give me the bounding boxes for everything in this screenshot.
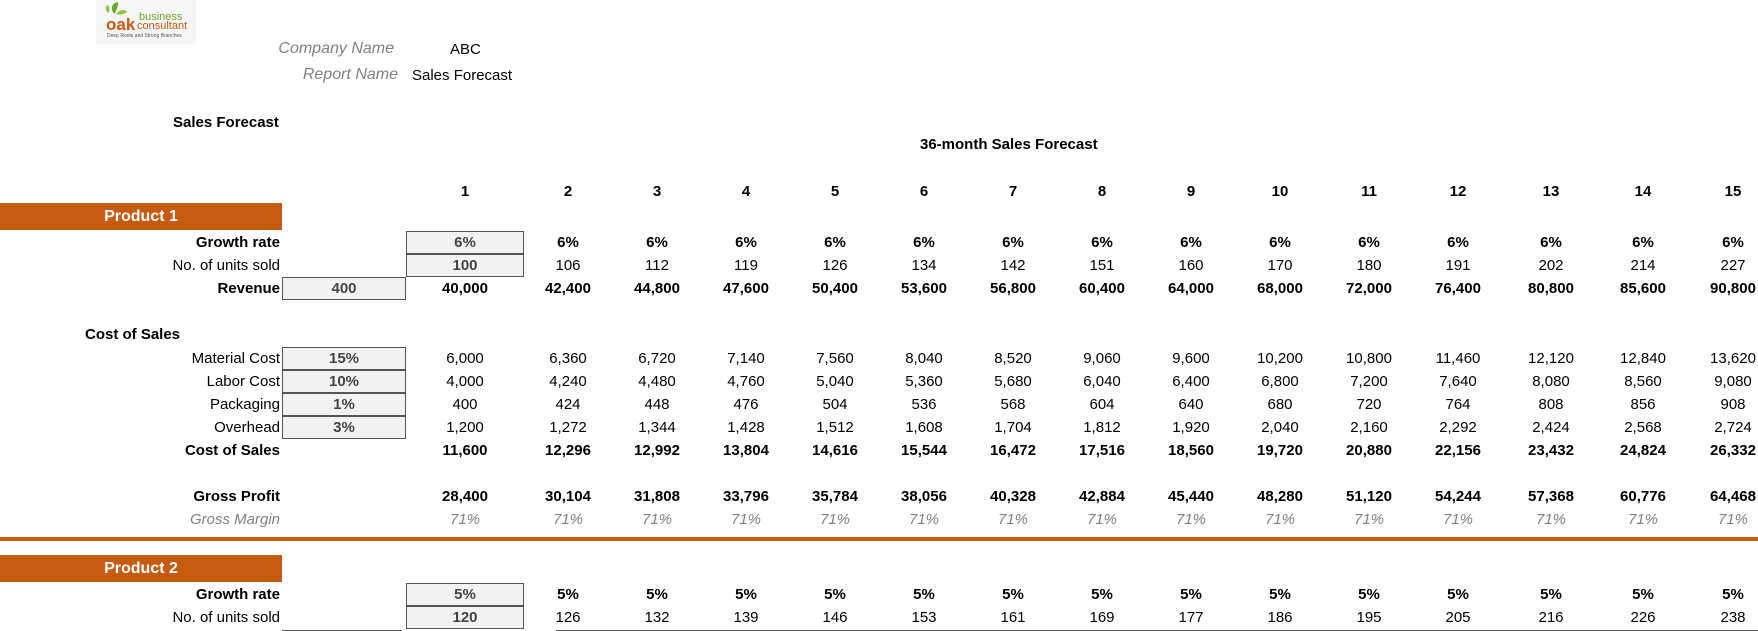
product1-material-values-m9: 9,600 xyxy=(1172,350,1210,367)
product1-gross_profit-values-m2: 30,104 xyxy=(545,488,591,505)
p1-cos-total-label: Cost of Sales xyxy=(184,442,280,459)
product1-gross_margin-values-m4: 71% xyxy=(730,511,762,528)
product2-growth-values-m14: 5% xyxy=(1632,586,1654,603)
product1-overhead-values-m5: 1,512 xyxy=(816,419,854,436)
product1-gross_profit-values-m12: 54,244 xyxy=(1435,488,1481,505)
p1-cos-header: Cost of Sales xyxy=(85,326,181,343)
product1-material-values-m7: 8,520 xyxy=(994,350,1032,367)
product1-growth-values-m7: 6% xyxy=(1002,234,1024,251)
product1-gross_margin-values-m13: 71% xyxy=(1535,511,1567,528)
product1-growth-values-m5: 6% xyxy=(824,234,846,251)
logo-word-consultant: consultant xyxy=(137,20,188,32)
p1-revenue-label: Revenue xyxy=(217,280,280,297)
product1-growth-values-m8: 6% xyxy=(1091,234,1113,251)
p1-gross-profit-row xyxy=(0,485,1758,508)
product1-growth-values-m3: 6% xyxy=(646,234,668,251)
p1-packaging-pct[interactable]: 1% xyxy=(282,393,406,416)
p2-growth-row xyxy=(0,583,1758,606)
product2-growth-values-m7: 5% xyxy=(1002,586,1024,603)
product1-packaging-values-m15: 908 xyxy=(1720,396,1746,413)
product1-labor-values-m2: 4,240 xyxy=(549,373,587,390)
p1-growth-row xyxy=(0,231,1758,254)
month-header-15: 15 xyxy=(1724,183,1742,200)
product1-material-values-m10: 10,200 xyxy=(1257,350,1303,367)
month-header-12: 12 xyxy=(1449,183,1467,200)
product1-cos_total-values-m15: 26,332 xyxy=(1710,442,1756,459)
product1-packaging-values-m6: 536 xyxy=(911,396,937,413)
product1-material-values-m14: 12,840 xyxy=(1620,350,1666,367)
p2-units-input[interactable]: 120 xyxy=(406,606,524,629)
product1-units-values-m5: 126 xyxy=(822,257,848,274)
product2-units-values-m10: 186 xyxy=(1267,609,1293,626)
product1-labor-values-m7: 5,680 xyxy=(994,373,1032,390)
product1-gross_margin-values-m8: 71% xyxy=(1086,511,1118,528)
product1-gross_margin-values-m2: 71% xyxy=(552,511,584,528)
product1-cos_total-values-m5: 14,616 xyxy=(812,442,858,459)
month-header-4: 4 xyxy=(741,183,751,200)
p1-labor-pct[interactable]: 10% xyxy=(282,370,406,393)
product2-units-values-m15: 238 xyxy=(1720,609,1746,626)
company-name-label: Company Name xyxy=(278,40,394,57)
product1-cos_total-values-m1: 11,600 xyxy=(442,442,488,459)
product1-revenue-values-m2: 42,400 xyxy=(545,280,591,297)
product1-gross_margin-values-m1: 71% xyxy=(449,511,481,528)
product2-units-values-m7: 161 xyxy=(1000,609,1026,626)
p2-growth-label: Growth rate xyxy=(195,586,280,603)
product2-units-values-m9: 177 xyxy=(1178,609,1204,626)
product1-gross_profit-values-m15: 64,468 xyxy=(1710,488,1756,505)
product1-growth-values-m2: 6% xyxy=(557,234,579,251)
month-header-8: 8 xyxy=(1097,183,1107,200)
product1-growth-values-m13: 6% xyxy=(1540,234,1562,251)
product1-packaging-values-m12: 764 xyxy=(1445,396,1471,413)
product1-revenue-values-m3: 44,800 xyxy=(634,280,680,297)
product1-revenue-values-m6: 53,600 xyxy=(901,280,947,297)
product1-gross_margin-values-m5: 71% xyxy=(819,511,851,528)
p1-packaging-row xyxy=(0,393,1758,416)
product1-labor-values-m9: 6,400 xyxy=(1172,373,1210,390)
product1-units-values-m8: 151 xyxy=(1089,257,1115,274)
product1-material-values-m4: 7,140 xyxy=(727,350,765,367)
p1-material-row xyxy=(0,347,1758,370)
product1-labor-values-m14: 8,560 xyxy=(1624,373,1662,390)
product1-packaging-values-m11: 720 xyxy=(1356,396,1382,413)
p2-growth-input[interactable]: 5% xyxy=(406,583,524,606)
product1-cos_total-values-m3: 12,992 xyxy=(634,442,680,459)
product1-growth-values-m4: 6% xyxy=(735,234,757,251)
product1-gross_profit-values-m5: 35,784 xyxy=(812,488,858,505)
product1-growth-values-m11: 6% xyxy=(1358,234,1380,251)
product1-units-values-m12: 191 xyxy=(1445,257,1471,274)
p1-revenue-row xyxy=(0,277,1758,300)
product1-gross_profit-values-m8: 42,884 xyxy=(1079,488,1125,505)
product1-growth-values-m6: 6% xyxy=(913,234,935,251)
month-header-6: 6 xyxy=(919,183,929,200)
p2-units-label: No. of units sold xyxy=(172,609,280,626)
product2-growth-values-m8: 5% xyxy=(1091,586,1113,603)
product1-overhead-values-m8: 1,812 xyxy=(1083,419,1121,436)
product2-units-values-m3: 132 xyxy=(644,609,670,626)
p2-units-row xyxy=(0,606,1758,629)
product1-cos_total-values-m2: 12,296 xyxy=(545,442,591,459)
product1-gross_profit-values-m1: 28,400 xyxy=(442,488,488,505)
logo-tagline: Deep Roots and Strong Branches xyxy=(107,33,182,39)
product2-band: Product 2 xyxy=(0,555,282,582)
product1-growth-values-m12: 6% xyxy=(1447,234,1469,251)
product1-material-values-m1: 6,000 xyxy=(446,350,484,367)
product1-overhead-values-m15: 2,724 xyxy=(1714,419,1752,436)
product1-gross_profit-values-m11: 51,120 xyxy=(1346,488,1392,505)
product2-units-values-m12: 205 xyxy=(1445,609,1471,626)
product1-growth-values-m10: 6% xyxy=(1269,234,1291,251)
month-header-row xyxy=(0,180,1758,203)
product1-gross_profit-values-m9: 45,440 xyxy=(1168,488,1214,505)
product1-revenue-values-m15: 90,800 xyxy=(1710,280,1756,297)
product1-material-values-m6: 8,040 xyxy=(905,350,943,367)
product1-overhead-values-m7: 1,704 xyxy=(994,419,1032,436)
p1-gross-margin-label: Gross Margin xyxy=(189,511,280,528)
product1-overhead-values-m2: 1,272 xyxy=(549,419,587,436)
product2-growth-values-m12: 5% xyxy=(1447,586,1469,603)
logo-word-business: business xyxy=(139,11,183,23)
product1-material-values-m3: 6,720 xyxy=(638,350,676,367)
product1-gross_margin-values-m9: 71% xyxy=(1175,511,1207,528)
month-header-2: 2 xyxy=(563,183,573,200)
product1-revenue-values-m13: 80,800 xyxy=(1528,280,1574,297)
product1-gross_profit-values-m7: 40,328 xyxy=(990,488,1036,505)
product1-cos_total-values-m11: 20,880 xyxy=(1346,442,1392,459)
product1-packaging-values-m4: 476 xyxy=(733,396,759,413)
product1-overhead-values-m3: 1,344 xyxy=(638,419,676,436)
product1-revenue-values-m4: 47,600 xyxy=(723,280,769,297)
section-divider xyxy=(0,537,1758,541)
product1-labor-values-m13: 8,080 xyxy=(1532,373,1570,390)
product1-gross_margin-values-m15: 71% xyxy=(1717,511,1749,528)
product1-gross_profit-values-m13: 57,368 xyxy=(1528,488,1574,505)
product1-material-values-m8: 9,060 xyxy=(1083,350,1121,367)
product1-units-values-m10: 170 xyxy=(1267,257,1293,274)
product2-growth-values-m6: 5% xyxy=(913,586,935,603)
product1-revenue-values-m12: 76,400 xyxy=(1435,280,1481,297)
p1-packaging-label: Packaging xyxy=(209,396,280,413)
product1-cos_total-values-m9: 18,560 xyxy=(1168,442,1214,459)
product1-overhead-values-m1: 1,200 xyxy=(446,419,484,436)
product1-labor-values-m1: 4,000 xyxy=(446,373,484,390)
product1-gross_profit-values-m14: 60,776 xyxy=(1620,488,1666,505)
p1-units-input[interactable]: 100 xyxy=(406,254,524,277)
product2-growth-values-m4: 5% xyxy=(735,586,757,603)
product1-overhead-values-m6: 1,608 xyxy=(905,419,943,436)
product2-units-values-m11: 195 xyxy=(1356,609,1382,626)
month-header-9: 9 xyxy=(1186,183,1196,200)
section-title: Sales Forecast xyxy=(173,114,279,131)
product1-cos_total-values-m13: 23,432 xyxy=(1528,442,1574,459)
product1-revenue-values-m8: 60,400 xyxy=(1079,280,1125,297)
product1-units-values-m13: 202 xyxy=(1538,257,1564,274)
report-name-value[interactable]: Sales Forecast xyxy=(412,67,513,84)
product1-labor-values-m4: 4,760 xyxy=(727,373,765,390)
product2-growth-values-m15: 5% xyxy=(1722,586,1744,603)
product1-gross_margin-values-m14: 71% xyxy=(1627,511,1659,528)
p1-gross-profit-label: Gross Profit xyxy=(193,488,280,505)
product2-growth-values-m5: 5% xyxy=(824,586,846,603)
product1-material-values-m2: 6,360 xyxy=(549,350,587,367)
product1-overhead-values-m11: 2,160 xyxy=(1350,419,1388,436)
month-header-13: 13 xyxy=(1542,183,1560,200)
product1-units-values-m4: 119 xyxy=(734,257,758,274)
month-header-14: 14 xyxy=(1634,183,1652,200)
month-header-3: 3 xyxy=(652,183,662,200)
product1-packaging-values-m2: 424 xyxy=(555,396,581,413)
product2-units-values-m5: 146 xyxy=(822,609,848,626)
product2-growth-values-m2: 5% xyxy=(557,586,579,603)
product1-packaging-values-m13: 808 xyxy=(1538,396,1564,413)
p1-growth-input[interactable]: 6% xyxy=(406,231,524,254)
product1-cos_total-values-m7: 16,472 xyxy=(990,442,1036,459)
product1-units-values-m14: 214 xyxy=(1630,257,1656,274)
product1-overhead-values-m10: 2,040 xyxy=(1261,419,1299,436)
product1-revenue-values-m9: 64,000 xyxy=(1168,280,1214,297)
product2-growth-values-m3: 5% xyxy=(646,586,668,603)
product1-band: Product 1 xyxy=(0,203,282,230)
product1-labor-values-m3: 4,480 xyxy=(638,373,676,390)
product1-revenue-values-m14: 85,600 xyxy=(1620,280,1666,297)
product2-units-values-m2: 126 xyxy=(555,609,581,626)
p1-growth-label: Growth rate xyxy=(195,234,280,251)
product1-material-values-m13: 12,120 xyxy=(1528,350,1574,367)
product1-packaging-values-m5: 504 xyxy=(822,396,848,413)
product1-overhead-values-m12: 2,292 xyxy=(1439,419,1477,436)
product1-packaging-values-m9: 640 xyxy=(1178,396,1204,413)
product1-labor-values-m5: 5,040 xyxy=(816,373,854,390)
month-header-5: 5 xyxy=(830,183,840,200)
product1-packaging-values-m3: 448 xyxy=(644,396,670,413)
product1-packaging-values-m10: 680 xyxy=(1267,396,1293,413)
product1-revenue-values-m7: 56,800 xyxy=(990,280,1036,297)
p1-labor-label: Labor Cost xyxy=(206,373,280,390)
product1-gross_profit-values-m4: 33,796 xyxy=(723,488,769,505)
product1-gross_margin-values-m7: 71% xyxy=(997,511,1029,528)
product1-gross_profit-values-m3: 31,808 xyxy=(634,488,680,505)
report-name-label: Report Name xyxy=(302,66,398,83)
month-header-1: 1 xyxy=(460,183,470,200)
product1-growth-values-m14: 6% xyxy=(1632,234,1654,251)
product1-growth-values-m9: 6% xyxy=(1180,234,1202,251)
product1-gross_margin-values-m3: 71% xyxy=(641,511,673,528)
product1-gross_profit-values-m10: 48,280 xyxy=(1257,488,1303,505)
product2-growth-values-m13: 5% xyxy=(1540,586,1562,603)
product2-units-values-m4: 139 xyxy=(733,609,759,626)
product1-labor-values-m11: 7,200 xyxy=(1350,373,1388,390)
month-header-10: 10 xyxy=(1271,183,1289,200)
month-header-11: 11 xyxy=(1361,183,1377,200)
product2-units-values-m14: 226 xyxy=(1630,609,1656,626)
product1-overhead-values-m14: 2,568 xyxy=(1624,419,1662,436)
product1-growth-values-m15: 6% xyxy=(1722,234,1744,251)
product1-gross_margin-values-m12: 71% xyxy=(1442,511,1474,528)
product1-material-values-m12: 11,460 xyxy=(1435,350,1481,367)
product1-units-values-m2: 106 xyxy=(555,257,581,274)
product1-units-values-m11: 180 xyxy=(1356,257,1382,274)
p1-labor-row xyxy=(0,370,1758,393)
product1-labor-values-m8: 6,040 xyxy=(1083,373,1121,390)
product1-labor-values-m10: 6,800 xyxy=(1261,373,1299,390)
product1-cos_total-values-m12: 22,156 xyxy=(1435,442,1481,459)
product2-growth-values-m11: 5% xyxy=(1358,586,1380,603)
p1-overhead-pct[interactable]: 3% xyxy=(282,416,406,439)
p1-cos-total-row xyxy=(0,439,1758,462)
product1-cos_total-values-m6: 15,544 xyxy=(901,442,947,459)
p1-material-pct[interactable]: 15% xyxy=(282,347,406,370)
p1-units-label: No. of units sold xyxy=(172,257,280,274)
product1-material-values-m15: 13,620 xyxy=(1710,350,1756,367)
product1-material-values-m11: 10,800 xyxy=(1346,350,1392,367)
product1-cos_total-values-m14: 24,824 xyxy=(1620,442,1666,459)
p1-gross-margin-row xyxy=(0,508,1758,531)
product1-revenue-values-m5: 50,400 xyxy=(812,280,858,297)
company-logo xyxy=(96,0,196,44)
forecast-title: 36-month Sales Forecast xyxy=(920,136,1098,153)
product2-growth-values-m9: 5% xyxy=(1180,586,1202,603)
product1-units-values-m15: 227 xyxy=(1720,257,1746,274)
product1-packaging-values-m7: 568 xyxy=(1000,396,1026,413)
product1-packaging-values-m8: 604 xyxy=(1089,396,1115,413)
product1-labor-values-m6: 5,360 xyxy=(905,373,943,390)
product1-labor-values-m12: 7,640 xyxy=(1439,373,1477,390)
product1-overhead-values-m13: 2,424 xyxy=(1532,419,1570,436)
product1-gross_profit-values-m6: 38,056 xyxy=(901,488,947,505)
product2-units-values-m8: 169 xyxy=(1089,609,1115,626)
company-name-value[interactable]: ABC xyxy=(450,41,481,58)
product1-revenue-values-m1: 40,000 xyxy=(442,280,488,297)
product1-cos_total-values-m8: 17,516 xyxy=(1079,442,1125,459)
product2-growth-values-m10: 5% xyxy=(1269,586,1291,603)
p1-price-input[interactable]: 400 xyxy=(282,277,406,300)
product1-overhead-values-m9: 1,920 xyxy=(1172,419,1210,436)
product1-cos_total-values-m4: 13,804 xyxy=(723,442,769,459)
product1-revenue-values-m10: 68,000 xyxy=(1257,280,1303,297)
product1-cos_total-values-m10: 19,720 xyxy=(1257,442,1303,459)
p1-overhead-row xyxy=(0,416,1758,439)
product1-units-values-m9: 160 xyxy=(1178,257,1204,274)
product1-packaging-values-m1: 400 xyxy=(452,396,478,413)
product1-units-values-m7: 142 xyxy=(1000,257,1026,274)
p1-units-row xyxy=(0,254,1758,277)
product1-units-values-m3: 112 xyxy=(645,257,669,274)
p1-overhead-label: Overhead xyxy=(214,419,280,436)
product1-gross_margin-values-m10: 71% xyxy=(1264,511,1296,528)
product2-units-values-m6: 153 xyxy=(911,609,937,626)
product1-gross_margin-values-m6: 71% xyxy=(908,511,940,528)
product1-overhead-values-m4: 1,428 xyxy=(727,419,765,436)
logo-word-oak: oak xyxy=(106,15,136,34)
product1-material-values-m5: 7,560 xyxy=(816,350,854,367)
product2-units-values-m13: 216 xyxy=(1538,609,1564,626)
product1-units-values-m6: 134 xyxy=(911,257,937,274)
product1-packaging-values-m14: 856 xyxy=(1630,396,1656,413)
p1-material-label: Material Cost xyxy=(191,350,280,367)
product1-labor-values-m15: 9,080 xyxy=(1714,373,1752,390)
product1-revenue-values-m11: 72,000 xyxy=(1346,280,1392,297)
product1-gross_margin-values-m11: 71% xyxy=(1353,511,1385,528)
month-header-7: 7 xyxy=(1008,183,1018,200)
